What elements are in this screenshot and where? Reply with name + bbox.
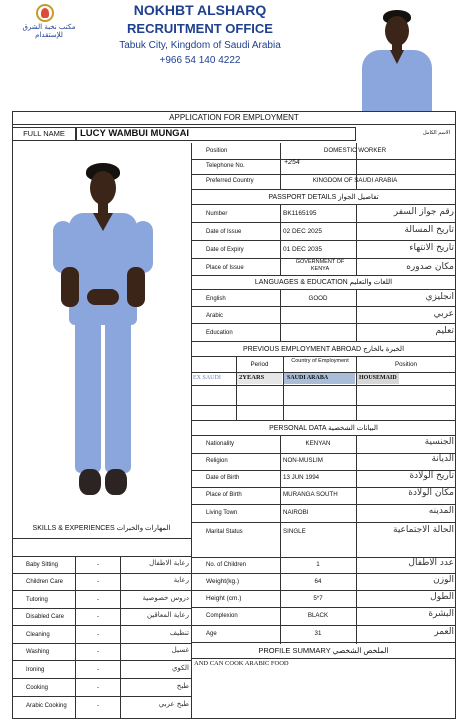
preferred-country-value: KINGDOM OF SAUDI ARABIA bbox=[312, 177, 398, 184]
skill-disabled-care-label: Disabled Care bbox=[26, 614, 65, 620]
office-phone: +966 54 140 4222 bbox=[159, 55, 241, 66]
skill-disabled-care-value: - bbox=[96, 613, 100, 620]
full-name-ar: الاسم الكامل bbox=[422, 130, 450, 136]
place-of-birth-value: MURANGA SOUTH bbox=[283, 491, 338, 498]
personal-title: PERSONAL DATA البيانات الشخصية bbox=[191, 420, 456, 436]
height-value: 5*7 bbox=[313, 595, 323, 602]
telephone-label: Telephone No. bbox=[206, 163, 245, 169]
complexion-label: Complexion bbox=[206, 613, 238, 619]
previous-employment-title: PREVIOUS EMPLOYMENT ABROAD الخبرة بالخارج bbox=[191, 341, 456, 357]
full-name-label: FULL NAME bbox=[23, 129, 65, 138]
skill-tutoring-ar: دروس خصوصية bbox=[142, 594, 189, 602]
telephone-value: +254 bbox=[284, 159, 300, 166]
skill-baby-sitting-ar: رعاية الاطفال bbox=[149, 559, 189, 567]
languages-title: LANGUAGES & EDUCATION اللغات والتعليم bbox=[191, 275, 456, 290]
skill-arabic-cooking-value: - bbox=[96, 702, 100, 709]
position-header: Position bbox=[394, 361, 417, 368]
religion-ar: الديانة bbox=[431, 454, 454, 464]
place-of-issue-value: GOVERNMENT OF KENYA bbox=[295, 259, 345, 272]
skill-cooking-label: Cooking bbox=[26, 685, 49, 691]
weight-ar: الوزن bbox=[433, 575, 454, 585]
age-ar: العمر bbox=[434, 627, 454, 637]
position-label: Position bbox=[206, 148, 228, 154]
passport-number-ar: رقم جواز السفر bbox=[393, 207, 454, 217]
employment-position: HOUSEMAID bbox=[359, 375, 397, 381]
religion-value: NON-MUSLIM bbox=[283, 457, 323, 464]
skill-cooking-value: - bbox=[96, 684, 100, 691]
employment-period: 2YEARS bbox=[239, 374, 265, 381]
skill-baby-sitting-value: - bbox=[96, 561, 100, 568]
logo bbox=[14, 4, 84, 40]
date-of-birth-ar: تاريخ الولادة bbox=[409, 471, 454, 481]
arabic-label: Arabic bbox=[206, 313, 224, 319]
profile-summary-text: AND CAN COOK ARABIC FOOD bbox=[194, 660, 289, 667]
passport-number-value: BK1165195 bbox=[283, 210, 317, 217]
english-label: English bbox=[206, 296, 226, 302]
skill-cleaning-ar: تنظيف bbox=[169, 629, 189, 637]
date-of-expiry-label: Date of Expiry bbox=[206, 247, 244, 253]
place-of-birth-label: Place of Birth bbox=[206, 492, 242, 498]
skill-children-care-value: - bbox=[96, 578, 100, 585]
skill-ironing-label: Ironing bbox=[26, 667, 45, 673]
place-of-birth-ar: مكان الولادة bbox=[408, 488, 454, 498]
country-header: Country of Employment bbox=[291, 358, 349, 364]
skill-children-care-label: Children Care bbox=[26, 579, 64, 585]
skill-tutoring-label: Tutoring bbox=[26, 597, 48, 603]
employment-country: SAUDI ARABA bbox=[287, 375, 329, 381]
employment-country-name: EX SAUDI bbox=[193, 375, 221, 381]
marital-status-label: Marital Status bbox=[206, 529, 243, 535]
skill-arabic-cooking-ar: طبخ عربي bbox=[158, 700, 189, 708]
nationality-label: Nationality bbox=[206, 441, 235, 447]
period-header: Period bbox=[250, 361, 269, 368]
living-town-label: Living Town bbox=[206, 510, 238, 516]
profile-summary-title: PROFILE SUMMARY الملخص الشخصي bbox=[258, 646, 389, 655]
skill-ironing-value: - bbox=[96, 666, 100, 673]
skills-title: SKILLS & EXPERIENCES المهارات والخبرات bbox=[32, 525, 171, 532]
nationality-value: KENYAN bbox=[305, 440, 331, 447]
skill-children-care-ar: رعاية bbox=[173, 576, 189, 584]
place-of-issue-label: Place of Issue bbox=[206, 265, 244, 271]
passport-title: PASSPORT DETAILS تفاصيل الجواز bbox=[191, 189, 456, 205]
living-town-value: NAIROBI bbox=[283, 509, 309, 516]
skill-cleaning-label: Cleaning bbox=[26, 632, 50, 638]
height-label: Height (cm.) bbox=[206, 595, 242, 602]
arabic-ar: عربي bbox=[433, 309, 454, 319]
date-of-expiry-ar: تاريخ الانتهاء bbox=[409, 243, 454, 253]
children-value: 1 bbox=[316, 561, 320, 568]
office-name: NOKHBT ALSHARQ bbox=[133, 2, 267, 18]
skill-washing-value: - bbox=[96, 648, 100, 655]
skill-arabic-cooking-label: Arabic Cooking bbox=[26, 703, 67, 709]
preferred-country-label: Preferred Country bbox=[206, 178, 254, 184]
skill-disabled-care-ar: رعاية المعاقين bbox=[146, 611, 189, 619]
living-town-ar: المدينه bbox=[428, 506, 454, 516]
date-of-birth-label: Date of Birth bbox=[206, 475, 240, 481]
complexion-ar: البشرة bbox=[428, 609, 454, 619]
age-label: Age bbox=[206, 631, 217, 637]
place-of-issue-ar: مكان صدوره bbox=[406, 262, 454, 272]
skill-ironing-ar: الكوي bbox=[171, 664, 189, 672]
logo-text: مكتب نخبة الشرق للإستقدام bbox=[22, 23, 76, 39]
date-of-issue-value: 02 DEC 2025 bbox=[283, 228, 323, 235]
skill-tutoring-value: - bbox=[96, 596, 100, 603]
skill-washing-ar: غسيل bbox=[171, 646, 189, 654]
full-name-value: LUCY WAMBUI MUNGAI bbox=[80, 128, 190, 139]
date-of-birth-value: 13 JUN 1994 bbox=[283, 474, 320, 481]
skill-cooking-ar: طبخ bbox=[176, 682, 189, 690]
age-value: 31 bbox=[314, 630, 322, 637]
skill-washing-label: Washing bbox=[26, 649, 50, 655]
weight-label: Weight(kg.) bbox=[206, 578, 240, 585]
date-of-issue-label: Date of Issue bbox=[206, 229, 242, 235]
nationality-ar: الجنسية bbox=[424, 437, 454, 447]
date-of-expiry-value: 01 DEC 2035 bbox=[283, 246, 323, 253]
office-type: RECRUITMENT OFFICE bbox=[127, 21, 273, 36]
children-label: No. of Children bbox=[206, 562, 247, 568]
application-title: APPLICATION FOR EMPLOYMENT bbox=[12, 111, 456, 125]
weight-value: 64 bbox=[314, 578, 322, 585]
applicant-photo bbox=[13, 143, 191, 525]
skill-baby-sitting-label: Baby Sitting bbox=[26, 562, 59, 568]
date-of-issue-ar: تاريخ المسالة bbox=[404, 225, 454, 235]
education-label: Education bbox=[206, 330, 233, 336]
passport-number-label: Number bbox=[206, 211, 228, 217]
marital-status-ar: الحالة الاجتماعية bbox=[393, 525, 454, 535]
marital-status-value: SINGLE bbox=[283, 528, 306, 535]
education-ar: تعليم bbox=[435, 326, 454, 336]
children-ar: عدد الاطفال bbox=[408, 558, 454, 568]
header-photo bbox=[352, 4, 442, 112]
height-ar: الطول bbox=[430, 592, 454, 602]
complexion-value: BLACK bbox=[307, 612, 329, 619]
religion-label: Religion bbox=[206, 458, 228, 464]
skill-cleaning-value: - bbox=[96, 631, 100, 638]
office-city: Tabuk City, Kingdom of Saudi Arabia bbox=[119, 40, 281, 51]
english-value: GOOD bbox=[308, 295, 328, 302]
position-value: DOMESTIC WORKER bbox=[323, 147, 387, 154]
english-ar: انجليزي bbox=[425, 292, 454, 302]
